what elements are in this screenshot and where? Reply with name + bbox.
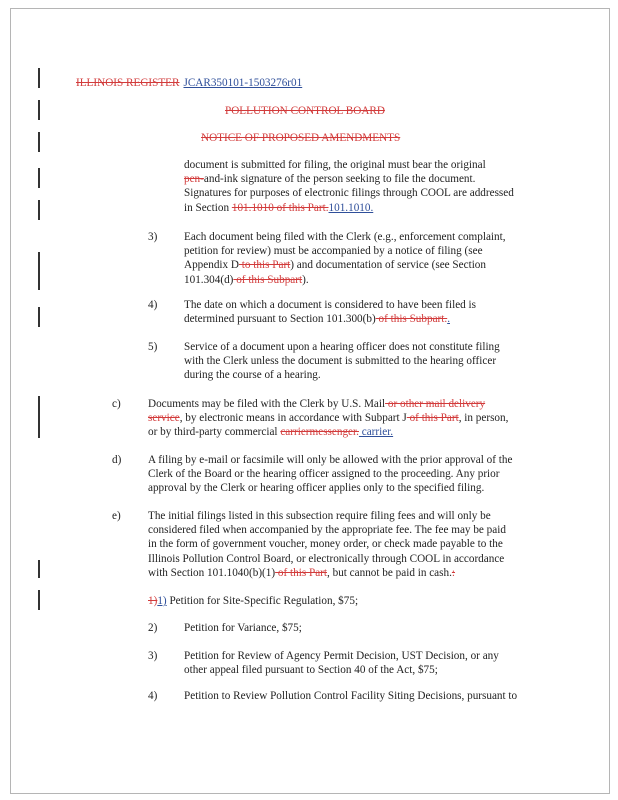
revision-bar — [38, 200, 40, 220]
revision-bar — [38, 396, 40, 438]
revision-bar — [38, 307, 40, 327]
item-number: 5) — [148, 341, 158, 353]
item-d-text: A filing by e-mail or facsimile will only be allowed with the prior approval of the Clerk of the Board or the hearing officer assigned to the proceeding. Any prior approval by the Clerk or hearing officer applies only to the specified filing. — [148, 454, 513, 495]
revision-bar — [38, 168, 40, 188]
sub-item-number: 3) — [148, 650, 158, 662]
item-5-text: Service of a document upon a hearing officer does not constitute filing with the Clerk unless the document is submitted to the hearing officer during the course of a hearing. — [184, 341, 500, 382]
item-3-text: Each document being filed with the Clerk (e.g., enforcement complaint, petition for review) must be accompanied by a notice of filing (see Appendix D to this Part) and documentation of service (see Section 101.304(d) of this Subpart). — [184, 231, 506, 286]
item-number: 4) — [148, 299, 158, 311]
continued-paragraph: document is submitted for filing, the original must bear the original pen-and-ink signature of the person seeking to file the document. Signatures for purposes of electronic filings through COOL are addressed in Section 101.1010 of this Part.101.1010. — [184, 159, 514, 214]
sub-item-3-text: Petition for Review of Agency Permit Decision, UST Decision, or any other appeal filed pursuant to Section 40 of the Act, $75; — [184, 650, 499, 677]
revision-bar — [38, 100, 40, 120]
revision-bar — [38, 68, 40, 88]
sub-item-1: 1)1) Petition for Site-Specific Regulation, $75; — [148, 595, 359, 607]
notice-heading: NOTICE OF PROPOSED AMENDMENTS — [201, 132, 401, 144]
item-e-text: The initial filings listed in this subsection require filing fees and will only be considered filed when accompanied by the appropriate fee. The fee may be paid in the form of government voucher, money order, or check made payable to the Illinois Pollution Control Board, or electronically through COOL in accordance with Section 101.1040(b)(1) of this Part, but cannot be paid in cash.: — [148, 510, 506, 579]
item-letter: e) — [112, 510, 121, 522]
register-header — [76, 76, 302, 90]
sub-item-number: 2) — [148, 622, 158, 634]
deleted-text: ILLINOIS REGISTER — [76, 77, 180, 89]
revision-bar — [38, 590, 40, 610]
revision-bar — [38, 132, 40, 152]
sub-item-number: 4) — [148, 690, 158, 702]
revision-bar — [38, 560, 40, 578]
item-letter: d) — [112, 454, 122, 466]
inserted-text: JCAR350101-1503276r01 — [183, 77, 303, 89]
item-4-text: The date on which a document is considered to have been filed is determined pursuant to Section 101.300(b) of this Subpart.. — [184, 299, 477, 326]
item-letter: c) — [112, 398, 121, 410]
sub-item-2-text: Petition for Variance, $75; — [184, 622, 302, 634]
revision-bar — [38, 252, 40, 290]
item-number: 3) — [148, 231, 158, 243]
item-c-text: Documents may be filed with the Clerk by U.S. Mail or other mail delivery service, by electronic means in accordance with Subpart J of this Part, in person, or by third-party commercial carriermessenger. carrier. — [148, 398, 509, 439]
sub-item-4-text: Petition to Review Pollution Control Facility Siting Decisions, pursuant to — [184, 690, 518, 702]
board-heading: POLLUTION CONTROL BOARD — [225, 105, 385, 117]
